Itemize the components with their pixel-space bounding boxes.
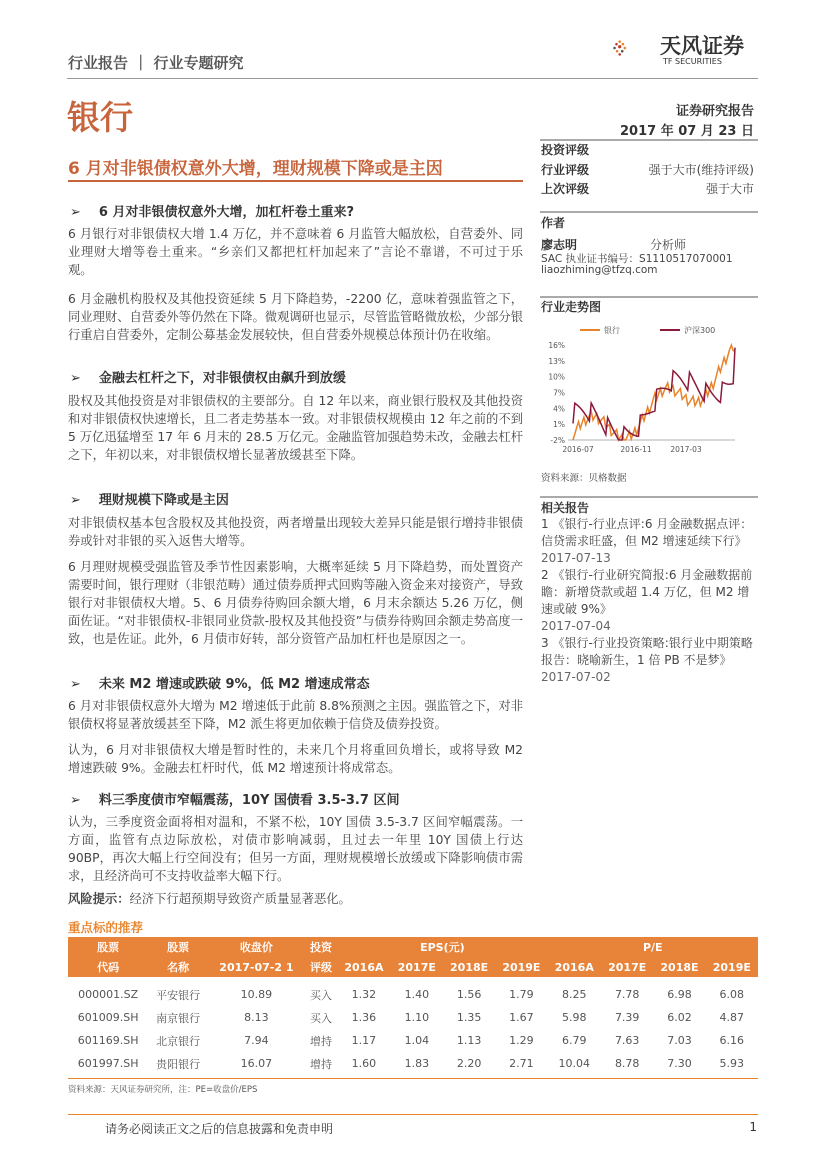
- th-sub: 2018E: [653, 957, 705, 977]
- risk-label: 风险提示：: [68, 892, 130, 906]
- bullet-1: ➢ 6 月对非银债权意外大增，加杠杆卷土重来?: [70, 205, 355, 220]
- related-item[interactable]: 3 《银行-行业投资策略:银行业中期策略报告：晓喻新生，1 倍 PB 不是梦》 2017-07-02: [541, 636, 753, 684]
- bullet-2: ➢ 金融去杠杆之下，对非银债权由飙升到放缓: [70, 371, 346, 386]
- paragraph-4: 对非银债权基本包含股权及其他投资，两者增量出现较大差异只能是银行增持非银债券或针对非银的买入返售大增等。: [68, 516, 523, 548]
- table-cell: 1.40: [404, 988, 430, 1001]
- th-sub: 代码: [68, 957, 148, 977]
- table-cell: 买入: [310, 1011, 333, 1025]
- paragraph-1: 6 月银行对非银债权大增 1.4 万亿，并不意味着 6 月监管大幅放松，自营委外、同业理财大增等卷土重来。“乡亲们又都把杠杆加起来了”言论不靠谱，不可过于乐观。: [68, 227, 523, 277]
- table-cell: 5.93: [719, 1057, 745, 1070]
- th-sub: 名称: [148, 957, 208, 977]
- related-item[interactable]: 2 《银行-行业研究简报:6 月金融数据前瞻：新增贷款或超 1.4 万亿，但 M2 增速或破 9%》 2017-07-04: [541, 568, 753, 633]
- author-name: 廖志明: [541, 238, 578, 252]
- industry-name: 银行: [67, 98, 133, 137]
- bullet-3: ➢ 理财规模下降或是主因: [70, 493, 229, 508]
- arrow-icon: ➢: [70, 205, 81, 220]
- table-cell: 7.03: [667, 1034, 692, 1047]
- table-cell: 7.63: [614, 1034, 640, 1047]
- th-pe: P/E: [548, 937, 758, 957]
- th-sub: 2019E: [706, 957, 758, 977]
- stock-table: [68, 937, 758, 1075]
- table-cell: 贵阳银行: [156, 1057, 201, 1071]
- th-sub: 2019E: [495, 957, 547, 977]
- risk-warning: [68, 890, 523, 908]
- trend-chart: [540, 318, 758, 458]
- paragraph-2: 6 月金融机构股权及其他投资延续 5 月下降趋势，-2200 亿，意味着强监管之下，同业理财、自营委外等仍然在下降。微观调研也显示，尽管监管略微放松，少部分银行重启自营委外，定制公募基金发展较快，但自营委外规模总体预计仍在收缩。: [68, 292, 523, 342]
- table-cell: 1.83: [404, 1057, 430, 1070]
- table-cell: 平安银行: [156, 988, 201, 1002]
- page-number: 1: [749, 1120, 757, 1134]
- th-sub: 2017-07-2 1: [208, 957, 305, 977]
- arrow-icon: ➢: [70, 793, 81, 808]
- table-cell: 1.67: [509, 1011, 534, 1024]
- table-cell: 1.17: [351, 1034, 377, 1047]
- table-cell: 6.16: [719, 1034, 745, 1047]
- x-tick-label: 2017-03: [670, 445, 702, 454]
- th-sub: 2016A: [337, 957, 391, 977]
- table-cell: 601009.SH: [77, 1011, 139, 1024]
- th-sub: 2017E: [391, 957, 443, 977]
- related-item[interactable]: 1 《银行-行业点评:6 月金融数据点评：信贷需求旺盛，但 M2 增速延续下行》 2017-07-13: [541, 517, 753, 565]
- tf-logo-icon: [612, 22, 660, 74]
- legend-label: 银行: [604, 326, 620, 335]
- page-title: 6 月对非银债权意外大增，理财规模下降或是主因: [68, 159, 443, 179]
- table-cell: 南京银行: [156, 1011, 201, 1025]
- table-cell: 1.56: [456, 988, 482, 1001]
- disclaimer[interactable]: 请务必阅读正文之后的信息披露和免责申明: [105, 1122, 334, 1136]
- table-cell: 601997.SH: [77, 1057, 139, 1070]
- th-sub: 2018E: [443, 957, 495, 977]
- report-category: 行业报告 ｜ 行业专题研究: [68, 54, 244, 72]
- table-cell: 2.20: [456, 1057, 482, 1070]
- th-sub: 2016A: [548, 957, 602, 977]
- table-cell: 1.10: [404, 1011, 430, 1024]
- related-divider: [540, 496, 758, 498]
- arrow-icon: ➢: [70, 493, 81, 508]
- table-cell: 2.71: [509, 1057, 534, 1070]
- related-list: [541, 516, 758, 686]
- table-bottom-rule: [68, 1078, 758, 1079]
- paragraph-6: 6 月对非银债权意外大增为 M2 增速低于此前 8.8%预测之主因。强监管之下，对非银债权将显著放缓甚至下降，M2 派生将更加依赖于信贷及债券投资。: [68, 699, 523, 731]
- table-cell: 7.78: [614, 988, 640, 1001]
- y-tick-label: 1%: [553, 420, 565, 430]
- rating-value: 强于大市(维持评级): [648, 163, 754, 177]
- table-title: 重点标的推荐: [68, 920, 144, 935]
- table-cell: 6.08: [719, 988, 745, 1001]
- table-row: [68, 1006, 758, 1029]
- table-cell: 16.07: [240, 1057, 273, 1070]
- arrow-icon: ➢: [70, 371, 81, 386]
- table-cell: 8.78: [614, 1057, 640, 1070]
- table-cell: 1.13: [456, 1034, 482, 1047]
- chart-heading: 行业走势图: [541, 300, 602, 314]
- th-code: 股票: [68, 937, 148, 957]
- table-cell: 北京银行: [156, 1034, 201, 1048]
- author-cert: SAC 执业证书编号：S1110517070001: [541, 253, 733, 265]
- logo-text: 天风证券: [660, 34, 744, 58]
- title-underline: [68, 180, 523, 182]
- table-row: [68, 1029, 758, 1052]
- table-row: [68, 983, 758, 1006]
- paragraph-3: 股权及其他投资是对非银债权的主要部分。自 12 年以来，商业银行股权及其他投资和对非银债权快速增长，且二者走势基本一致。对非银债权规模由 12 年之前的不到 5 万亿迅猛增至 17 年 6 月末的 28.5 万亿元。金融监管加强趋势未改，金融去杠杆之下，年初以来，对非银债权增长显著放缓甚至下降。: [68, 394, 523, 462]
- table-cell: 6.79: [562, 1034, 587, 1047]
- paragraph-7: 认为，6 月对非银债权大增是暂时性的，未来几个月将重回负增长，或将导致 M2 增速跌破 9%。金融去杠杆时代，低 M2 增速预计将成常态。: [68, 743, 523, 775]
- footer-rule: [68, 1114, 758, 1115]
- table-cell: 6.98: [667, 988, 692, 1001]
- prev-rating-value: 强于大市: [705, 182, 754, 196]
- legend-label: 沪深300: [684, 326, 716, 335]
- table-cell: 1.36: [351, 1011, 377, 1024]
- table-row: [68, 1052, 758, 1075]
- y-tick-label: 16%: [548, 341, 565, 350]
- rating-label: 行业评级: [541, 163, 590, 177]
- table-cell: 5.98: [562, 1011, 587, 1024]
- y-tick-label: 7%: [553, 388, 565, 398]
- chart-source: 资料来源：贝格数据: [541, 473, 627, 484]
- paragraph-5: 6 月理财规模受强监管及季节性因素影响，大概率延续 5 月下降趋势，而处置资产需要时间，银行理财（非银范畴）通过债券质押式回购等融入资金来对接资产，导致银行对非银债权大增。5、6 月债券待购回余额大增，6 月末余额达 5.26 万亿，侧面佐证。“对非银债权-非银同业贷款-股权及其他投资”与债券待购回余额走势高度一致，也是佐证。此外，6 月债市好转，部分资管产品加杠杆也是原因之一。: [68, 560, 523, 646]
- paragraph-8: 认为，三季度资金面将相对温和，不紧不松，10Y 国债 3.5-3.7 区间窄幅震荡。一方面，监管有点边际放松，对债市影响减弱，且过去一年里 10Y 国债上行达 90BP，再次大幅上行空间没有；但另一方面，理财规模增长放缓或下降影响债市需求，且经济尚可不支持收益率大幅下行。: [68, 815, 523, 883]
- report-date: 2017 年 07 月 23 日: [620, 124, 754, 139]
- th-eps: EPS(元): [337, 937, 547, 957]
- th-price: 收盘价: [208, 937, 305, 957]
- author-heading: 作者: [541, 216, 566, 230]
- report-type: 证券研究报告: [675, 104, 754, 119]
- th-sub: 评级: [305, 957, 337, 977]
- table-cell: 增持: [310, 1034, 333, 1048]
- y-tick-label: -2%: [550, 436, 565, 445]
- table-cell: 4.87: [719, 1011, 745, 1024]
- table-cell: 601169.SH: [77, 1034, 139, 1047]
- prev-rating-label: 上次评级: [541, 182, 590, 196]
- table-note: 资料来源：天风证券研究所，注：PE=收盘价/EPS: [68, 1085, 258, 1095]
- y-tick-label: 4%: [553, 404, 565, 414]
- x-tick-label: 2016-07: [562, 445, 594, 454]
- table-cell: 1.04: [404, 1034, 430, 1047]
- table-cell: 000001.SZ: [78, 988, 139, 1001]
- table-cell: 增持: [310, 1057, 333, 1071]
- related-heading: 相关报告: [541, 501, 590, 515]
- table-cell: 7.39: [614, 1011, 640, 1024]
- logo-english: TF SECURITIES: [663, 57, 722, 66]
- author-divider: [540, 211, 758, 213]
- th-rating: 投资: [305, 937, 337, 957]
- th-sub: 2017E: [601, 957, 653, 977]
- bullet-4: ➢ 未来 M2 增速或跌破 9%，低 M2 增速成常态: [70, 677, 370, 692]
- author-email[interactable]: liaozhiming@tfzq.com: [541, 264, 658, 276]
- header-divider: [67, 78, 758, 79]
- y-tick-label: 13%: [548, 356, 565, 366]
- arrow-icon: ➢: [70, 677, 81, 692]
- th-name: 股票: [148, 937, 208, 957]
- table-cell: 买入: [310, 988, 333, 1002]
- table-cell: 1.35: [456, 1011, 482, 1024]
- rating-heading: 投资评级: [541, 143, 590, 157]
- table-cell: 10.89: [240, 988, 273, 1001]
- risk-text: 经济下行超预期导致资产质量显著恶化。: [129, 892, 351, 906]
- x-tick-label: 2016-11: [620, 445, 652, 454]
- table-cell: 6.02: [667, 1011, 692, 1024]
- table-cell: 1.60: [351, 1057, 377, 1070]
- table-cell: 8.25: [562, 988, 587, 1001]
- bullet-5: ➢ 料三季度债市窄幅震荡，10Y 国债看 3.5-3.7 区间: [70, 793, 400, 808]
- table-cell: 8.13: [244, 1011, 269, 1024]
- author-role: 分析师: [650, 238, 687, 252]
- table-cell: 7.94: [244, 1034, 269, 1047]
- table-cell: 10.04: [558, 1057, 591, 1070]
- y-tick-label: 10%: [548, 372, 565, 382]
- table-cell: 1.79: [509, 988, 534, 1001]
- table-cell: 7.30: [667, 1057, 692, 1070]
- table-cell: 1.29: [509, 1034, 534, 1047]
- table-cell: 1.32: [351, 988, 377, 1001]
